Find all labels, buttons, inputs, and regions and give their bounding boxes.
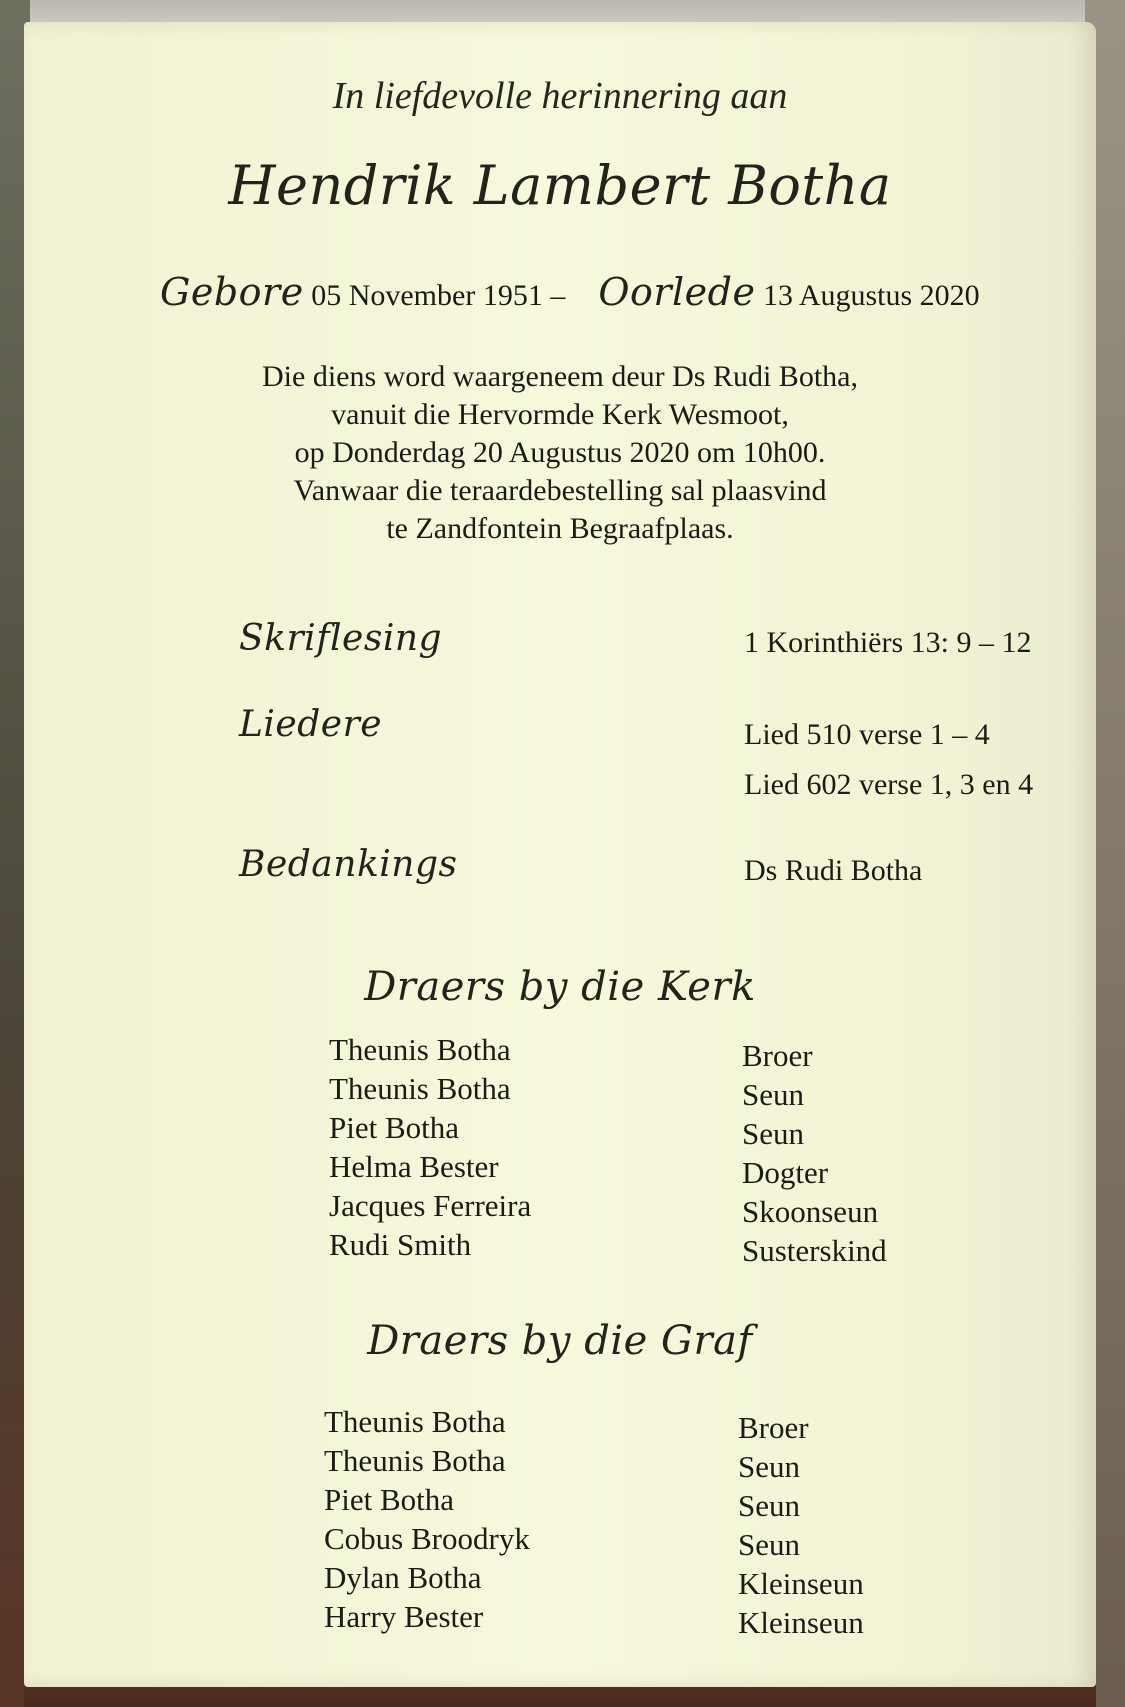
church-bearer-relation: Broer (742, 1038, 813, 1073)
church-bearers-heading: Draers by die Kerk (364, 964, 756, 1010)
intro-line: In liefdevolle herinnering aan (332, 75, 788, 117)
dates-row (160, 270, 980, 314)
church-bearer-name: Jacques Ferreira (329, 1188, 532, 1223)
service-line: Vanwaar die teraardebestelling sal plaasvind (293, 474, 827, 507)
funeral-programme-page (24, 22, 1096, 1687)
grave-bearer-relation: Seun (738, 1449, 800, 1484)
died-label: Oorlede (598, 270, 756, 314)
songs-label: Liedere (239, 704, 383, 745)
service-details (24, 358, 1096, 548)
service-line: te Zandfontein Begraafplaas. (386, 512, 734, 545)
grave-bearer-name: Cobus Broodryk (324, 1521, 530, 1556)
born-date: 05 November 1951 – (311, 279, 566, 312)
church-bearer-relation: Susterskind (742, 1233, 887, 1268)
born-label: Gebore (160, 270, 304, 314)
thanks-value: Ds Rudi Botha (744, 854, 923, 887)
grave-bearer-name: Dylan Botha (324, 1560, 482, 1595)
grave-bearer-relation: Kleinseun (738, 1566, 864, 1601)
died-date: 13 Augustus 2020 (762, 279, 980, 312)
church-bearer-name: Piet Botha (329, 1110, 460, 1145)
church-bearer-name: Theunis Botha (329, 1032, 511, 1067)
church-bearer-relation: Seun (742, 1077, 804, 1112)
grave-bearer-name: Harry Bester (324, 1599, 484, 1634)
church-bearer-name: Rudi Smith (329, 1227, 472, 1262)
service-line: vanuit die Hervormde Kerk Wesmoot, (331, 398, 789, 431)
scripture-value: 1 Korinthiërs 13: 9 – 12 (744, 626, 1032, 659)
deceased-name: Hendrik Lambert Botha (228, 154, 892, 217)
service-line: op Donderdag 20 Augustus 2020 om 10h00. (294, 436, 826, 469)
grave-bearer-name: Theunis Botha (324, 1404, 506, 1439)
song-1: Lied 510 verse 1 – 4 (744, 718, 990, 751)
grave-bearers-heading: Draers by die Graf (367, 1318, 753, 1364)
church-bearer-name: Theunis Botha (329, 1071, 511, 1106)
grave-bearer-name: Piet Botha (324, 1482, 455, 1517)
grave-bearer-name: Theunis Botha (324, 1443, 506, 1478)
grave-bearer-relation: Kleinseun (738, 1605, 864, 1640)
grave-bearer-relation: Broer (738, 1410, 809, 1445)
church-bearer-relation: Dogter (742, 1155, 829, 1190)
church-bearer-name: Helma Bester (329, 1149, 499, 1184)
service-line: Die diens word waargeneem deur Ds Rudi Botha, (262, 360, 858, 393)
grave-bearer-relation: Seun (738, 1527, 800, 1562)
scripture-label: Skriflesing (239, 618, 443, 659)
song-2: Lied 602 verse 1, 3 en 4 (744, 768, 1034, 801)
church-bearer-relation: Skoonseun (742, 1194, 879, 1229)
grave-bearer-relation: Seun (738, 1488, 800, 1523)
thanks-label: Bedankings (239, 844, 458, 885)
church-bearer-relation: Seun (742, 1116, 804, 1151)
